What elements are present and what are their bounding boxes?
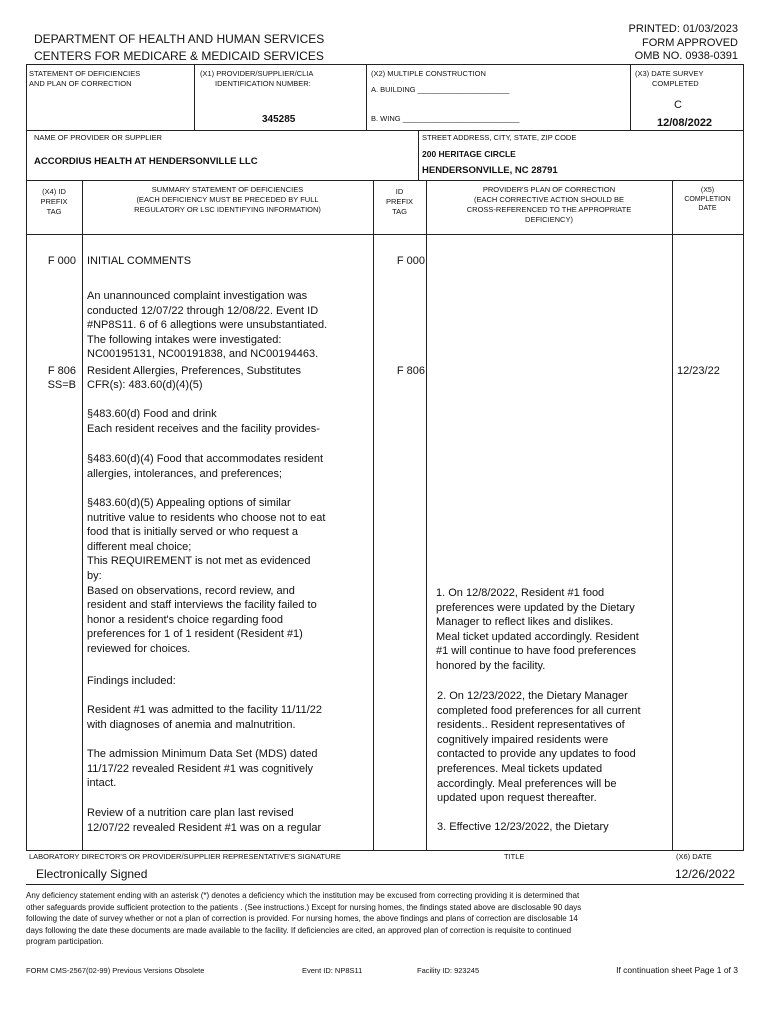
- tag-f000-right: F 000: [396, 255, 425, 267]
- survey-code: C: [674, 99, 682, 111]
- department-title: DEPARTMENT OF HEALTH AND HUMAN SERVICES: [34, 32, 325, 46]
- divider: [26, 884, 744, 885]
- divider: [418, 130, 419, 180]
- f806-title: Resident Allergies, Preferences, Substitutes: [87, 365, 302, 377]
- column-divider: [82, 180, 83, 850]
- resident-admission: Resident #1 was admitted to the facility 11/11/22 with diagnoses of anemia and malnutrition.: [87, 704, 323, 731]
- divider: [26, 180, 744, 181]
- column-divider: [672, 180, 673, 850]
- form-number: FORM CMS-2567(02-99) Previous Versions Obsolete: [26, 966, 205, 975]
- disclaimer-line: days following the date these documents are made available to the facility. If deficiencies are cited, an approved plan of correction is requisite to continued: [26, 925, 572, 935]
- signature-label: LABORATORY DIRECTOR'S OR PROVIDER/SUPPLIER REPRESENTATIVE'S SIGNATURE: [29, 852, 341, 861]
- x6-date-label: (X6) DATE: [676, 852, 712, 861]
- completion-date: 12/23/22: [677, 365, 720, 377]
- address-street: 200 HERITAGE CIRCLE: [422, 149, 516, 159]
- summary-header-2: (EACH DEFICIENCY MUST BE PRECEDED BY FULL: [136, 195, 319, 204]
- findings-included: Findings included:: [87, 675, 176, 687]
- frame-left: [26, 64, 27, 850]
- statement-label: STATEMENT OF DEFICIENCIES: [29, 69, 141, 78]
- disclaimer-line: Any deficiency statement ending with an asterisk (*) denotes a deficiency which the institution may be excused from correcting providing it is determined that: [26, 891, 580, 900]
- x1-label-2: IDENTIFICATION NUMBER:: [215, 79, 311, 88]
- plan-step-1: 1. On 12/8/2022, Resident #1 food preferences were updated by the Dietary Manager to reflect likes and dislikes. Meal ticket updated accordingly. Resident #1 will continue to have food preferences honored by the facility.: [436, 587, 639, 672]
- agency-title: CENTERS FOR MEDICARE & MEDICAID SERVICES: [34, 49, 324, 63]
- x3-label: (X3) DATE SURVEY: [635, 69, 704, 78]
- regulation-483-60d: §483.60(d) Food and drink Each resident receives and the facility provides-: [87, 408, 320, 435]
- column-divider: [373, 180, 374, 850]
- divider: [26, 234, 744, 235]
- x3-label-2: COMPLETED: [652, 79, 699, 88]
- tag-f806-right: F 806: [396, 365, 425, 377]
- wing-label: B. WING ____________________________: [371, 114, 520, 123]
- frame-right: [743, 64, 744, 850]
- facility-id: Facility ID: 923245: [417, 966, 480, 975]
- event-id: Event ID: NP8S11: [302, 966, 363, 975]
- plan-header-4: DEFICIENCY): [525, 215, 573, 224]
- regulation-483-60d5: §483.60(d)(5) Appealing options of similar nutritive value to residents who choose not to eat food that is initially served or who request a different meal choice; This REQUIREMENT is not met as evidenced by: Based on observations, record review, and resident and staff interviews the facility failed to honor a resident's choice regarding food preferences for 1 of 1 resident (Resident #1) reviewed for choices.: [87, 497, 326, 655]
- omb-number: OMB NO. 0938-0391: [634, 50, 738, 62]
- provider-name-label: NAME OF PROVIDER OR SUPPLIER: [34, 133, 162, 142]
- initial-comments-title: INITIAL COMMENTS: [87, 255, 192, 267]
- provider-id-number: 345285: [262, 114, 296, 125]
- f806-cfr: CFR(s): 483.60(d)(4)(5): [87, 379, 203, 391]
- id-header: ID: [395, 187, 404, 196]
- plan-header-3: CROSS-REFERENCED TO THE APPROPRIATE: [466, 205, 632, 214]
- scope-severity: SS=B: [47, 379, 76, 391]
- tag-f000: F 000: [47, 255, 76, 267]
- regulation-483-60d4: §483.60(d)(4) Food that accommodates resident allergies, intolerances, and preferences;: [87, 453, 324, 480]
- nutrition-care-plan: Review of a nutrition care plan last revised 12/07/22 revealed Resident #1 was on a regular: [87, 807, 322, 834]
- x5-header-3: DATE: [698, 205, 717, 212]
- x4-header-3: TAG: [46, 207, 62, 216]
- initial-comments-text: An unannounced complaint investigation was conducted 12/07/22 through 12/08/22. Event ID #NP8S11. 6 of 6 allegtions were unsubstantiated. The following intakes were investigated: NC00195131, NC00191838, and NC00194463.: [87, 290, 328, 361]
- x4-header: (X4) ID: [42, 187, 66, 196]
- disclaimer-line: program participation.: [26, 937, 104, 946]
- divider: [630, 64, 631, 130]
- building-label: A. BUILDING ______________________: [371, 85, 510, 94]
- electronic-signature: Electronically Signed: [36, 867, 148, 881]
- title-label: TITLE: [504, 852, 525, 861]
- x4-header-2: PREFIX: [40, 197, 68, 206]
- divider: [26, 850, 744, 851]
- x2-label: (X2) MULTIPLE CONSTRUCTION: [371, 69, 486, 78]
- address-city: HENDERSONVILLE, NC 28791: [422, 165, 558, 176]
- page-number: If continuation sheet Page 1 of 3: [616, 965, 738, 975]
- plan-step-2: 2. On 12/23/2022, the Dietary Manager completed food preferences for all current residents.. Resident representatives of cognitively impaired residents were contacted to provide any updates to food preferences. Meal tickets updated accordingly. Meal preferences will be updated upon request thereafter.: [437, 690, 641, 805]
- divider: [26, 130, 744, 131]
- frame-top: [26, 64, 744, 65]
- plan-header-2: (EACH CORRECTIVE ACTION SHOULD BE: [473, 195, 625, 204]
- divider: [366, 64, 367, 130]
- plan-step-3: 3. Effective 12/23/2022, the Dietary: [437, 821, 609, 833]
- address-label: STREET ADDRESS, CITY, STATE, ZIP CODE: [422, 133, 577, 142]
- x5-header-2: COMPLETION: [684, 196, 731, 203]
- disclaimer-line: other safeguards provide sufficient protection to the patients . (See instructions.) Except for nursing homes, the findings stated above are disclosable 90 days: [26, 902, 582, 912]
- signature-date: 12/26/2022: [675, 867, 736, 881]
- column-divider: [426, 180, 427, 850]
- summary-header: SUMMARY STATEMENT OF DEFICIENCIES: [151, 185, 304, 194]
- id-header-2: PREFIX: [385, 197, 414, 206]
- form-approved: FORM APPROVED: [642, 37, 738, 49]
- tag-f806: F 806: [47, 365, 76, 377]
- disclaimer-line: following the date of survey whether or not a plan of correction is provided. For nursing homes, the above findings and plans of correction are disclosable 14: [26, 914, 578, 923]
- x1-label: (X1) PROVIDER/SUPPLIER/CLIA: [200, 69, 314, 78]
- divider: [194, 64, 195, 130]
- printed-date: PRINTED: 01/03/2023: [628, 23, 738, 35]
- provider-name: ACCORDIUS HEALTH AT HENDERSONVILLE LLC: [34, 156, 258, 167]
- mds-finding: The admission Minimum Data Set (MDS) dated 11/17/22 revealed Resident #1 was cognitively intact.: [87, 748, 318, 790]
- summary-header-3: REGULATORY OR LSC IDENTIFYING INFORMATION): [134, 205, 321, 214]
- statement-label-2: AND PLAN OF CORRECTION: [29, 79, 132, 88]
- x5-header: (X5): [700, 187, 715, 194]
- survey-date: 12/08/2022: [657, 117, 713, 129]
- id-header-3: TAG: [392, 207, 407, 216]
- plan-header: PROVIDER'S PLAN OF CORRECTION: [482, 185, 616, 194]
